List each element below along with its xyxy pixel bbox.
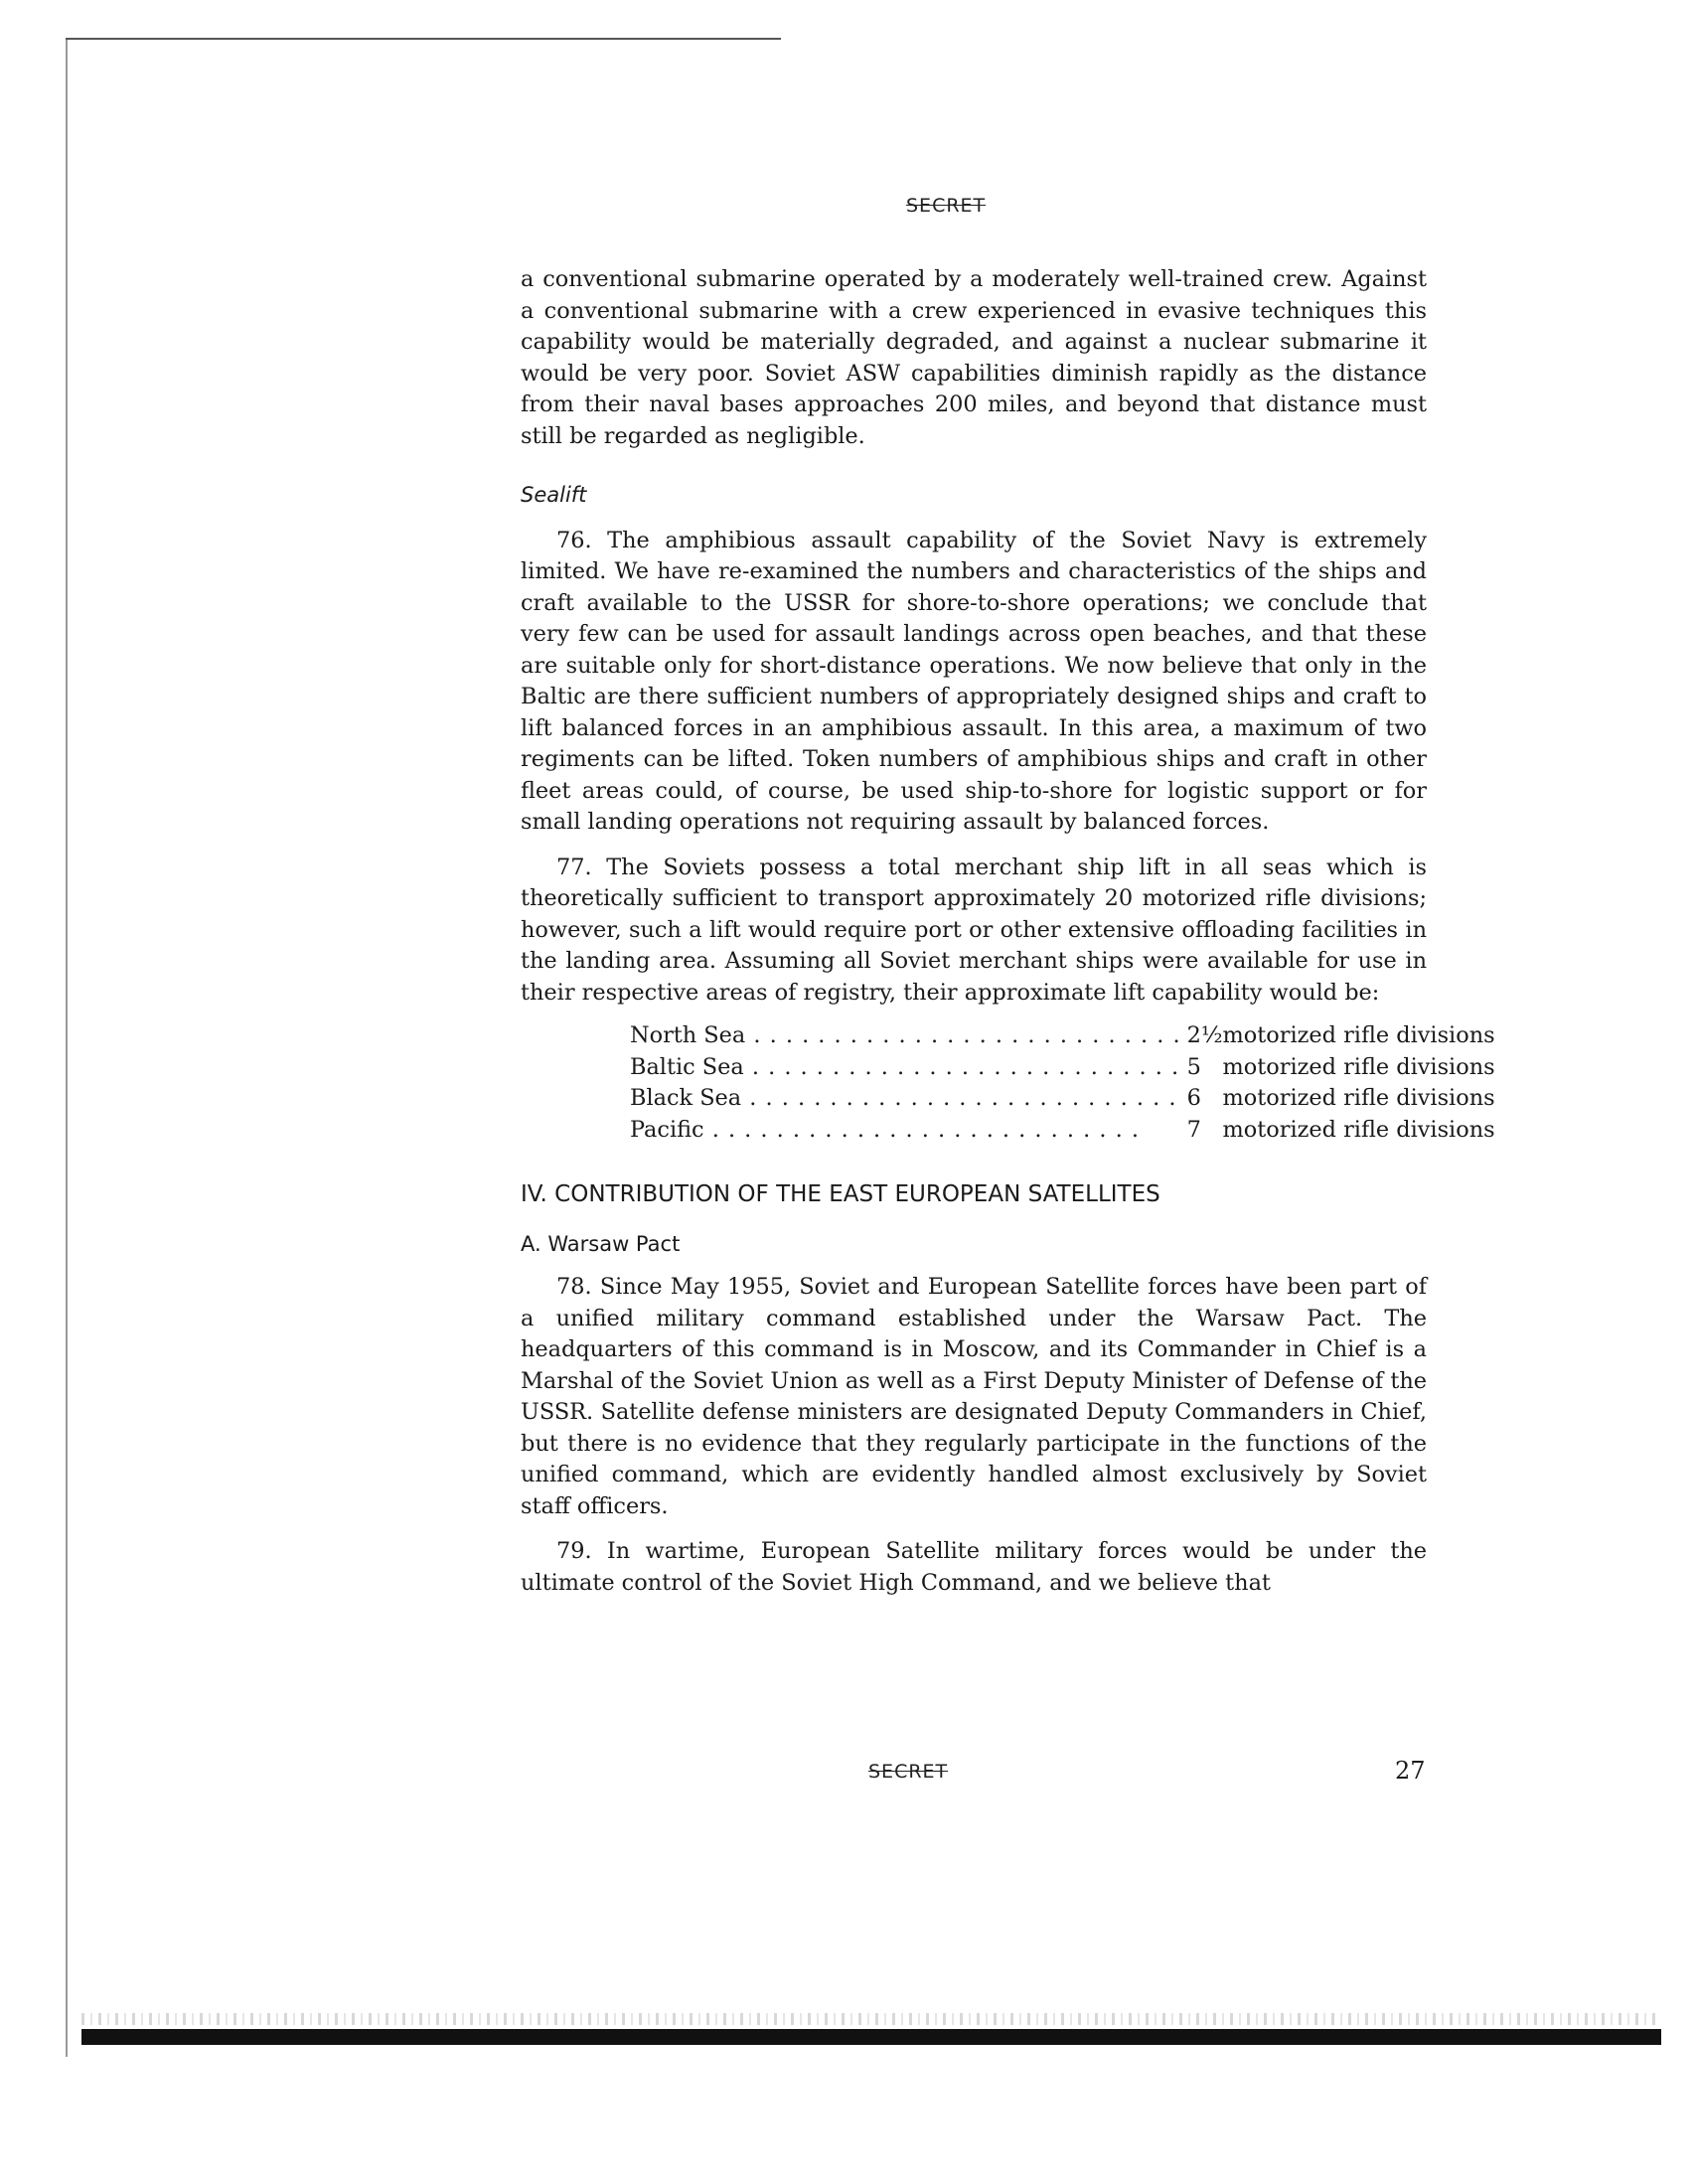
lift-value: 5: [1186, 1053, 1201, 1080]
lift-row: [630, 1115, 1495, 1147]
sealift-heading: Sealift: [521, 483, 587, 507]
scan-edge-top: [66, 38, 781, 40]
scan-noise-bottom: [81, 2013, 1661, 2025]
paragraph-79: 79. In wartime, European Satellite military forces would be under the ultimate control of the Soviet High Command, and we believe that: [521, 1538, 1427, 1596]
lift-capability-table: [630, 1020, 1495, 1146]
header-classification: SECRET: [906, 195, 987, 217]
lift-row: [630, 1083, 1495, 1115]
lift-sea: Baltic Sea . . .: [630, 1052, 1181, 1084]
footer-classification: SECRET: [868, 1761, 949, 1783]
scan-edge-left: [66, 40, 68, 2057]
lift-unit: motorized rifle divisions: [1222, 1022, 1495, 1048]
lift-value: 6: [1186, 1085, 1201, 1111]
paragraph-78: 78. Since May 1955, Soviet and European Satellite forces have been part of a unified military command established under the Warsaw Pact. The headquarters of this command is in Moscow, and its Commander in Chief is a Marshal of the Soviet Union as well as a First Deputy Minister of Defense of the USSR. Satellite defense ministers are designated Deputy Commanders in Chief, but there is no evidence that they regularly participate in the functions of the unified command, which are evidently handled almost exclusively by Soviet staff officers.: [521, 1274, 1427, 1519]
lift-row: [630, 1052, 1495, 1084]
lift-sea: Black Sea . . .: [630, 1083, 1181, 1115]
section-iv-heading: IV. CONTRIBUTION OF THE EAST EUROPEAN SATELLITES: [521, 1181, 1160, 1207]
paragraph-77: 77. The Soviets possess a total merchant ship lift in all seas which is theoretically sufficient to transport approximately 20 motorized rifle divisions; however, such a lift would require port or other extensive offloading facilities in the landing area. Assuming all Soviet merchant ships were available for use in their respective areas of registry, their approximate lift capability would be:: [521, 854, 1427, 1006]
lift-value: 7: [1186, 1116, 1201, 1143]
page-number: 27: [1395, 1757, 1426, 1785]
lift-value: 2½: [1186, 1022, 1223, 1048]
page-body: [521, 264, 1495, 1599]
lift-sea: North Sea . . .: [630, 1020, 1181, 1052]
lift-unit: motorized rifle divisions: [1222, 1085, 1495, 1111]
lift-unit: motorized rifle divisions: [1222, 1053, 1495, 1080]
scan-edge-bottom: [81, 2029, 1661, 2045]
warsaw-pact-heading: A. Warsaw Pact: [521, 1231, 681, 1256]
paragraph-76: 76. The amphibious assault capability of the Soviet Navy is extremely limited. We have re-examined the numbers and characteristics of the ships and craft available to the USSR for shore-to-shore operations; we conclude that very few can be used for assault landings across open beaches, and that these are suitable only for short-distance operations. We now believe that only in the Baltic are there sufficient numbers of appropriately designed ships and craft to lift balanced forces in an amphibious assault. In this area, a maximum of two regiments can be lifted. Token numbers of amphibious ships and craft in other fleet areas could, of course, be used ship-to-shore for logistic support or for small landing operations not requiring assault by balanced forces.: [521, 527, 1427, 835]
lift-unit: motorized rifle divisions: [1222, 1116, 1495, 1143]
continuation-paragraph: a conventional submarine operated by a moderately well-trained crew. Against a conventional submarine with a crew experienced in evasive techniques this capability would be materially degraded, and against a nuclear submarine it would be very poor. Soviet ASW capabilities diminish rapidly as the distance from their naval bases approaches 200 miles, and beyond that distance must still be regarded as negligible.: [521, 266, 1427, 449]
lift-sea: Pacific . . .: [630, 1115, 1181, 1147]
lift-row: [630, 1020, 1495, 1052]
